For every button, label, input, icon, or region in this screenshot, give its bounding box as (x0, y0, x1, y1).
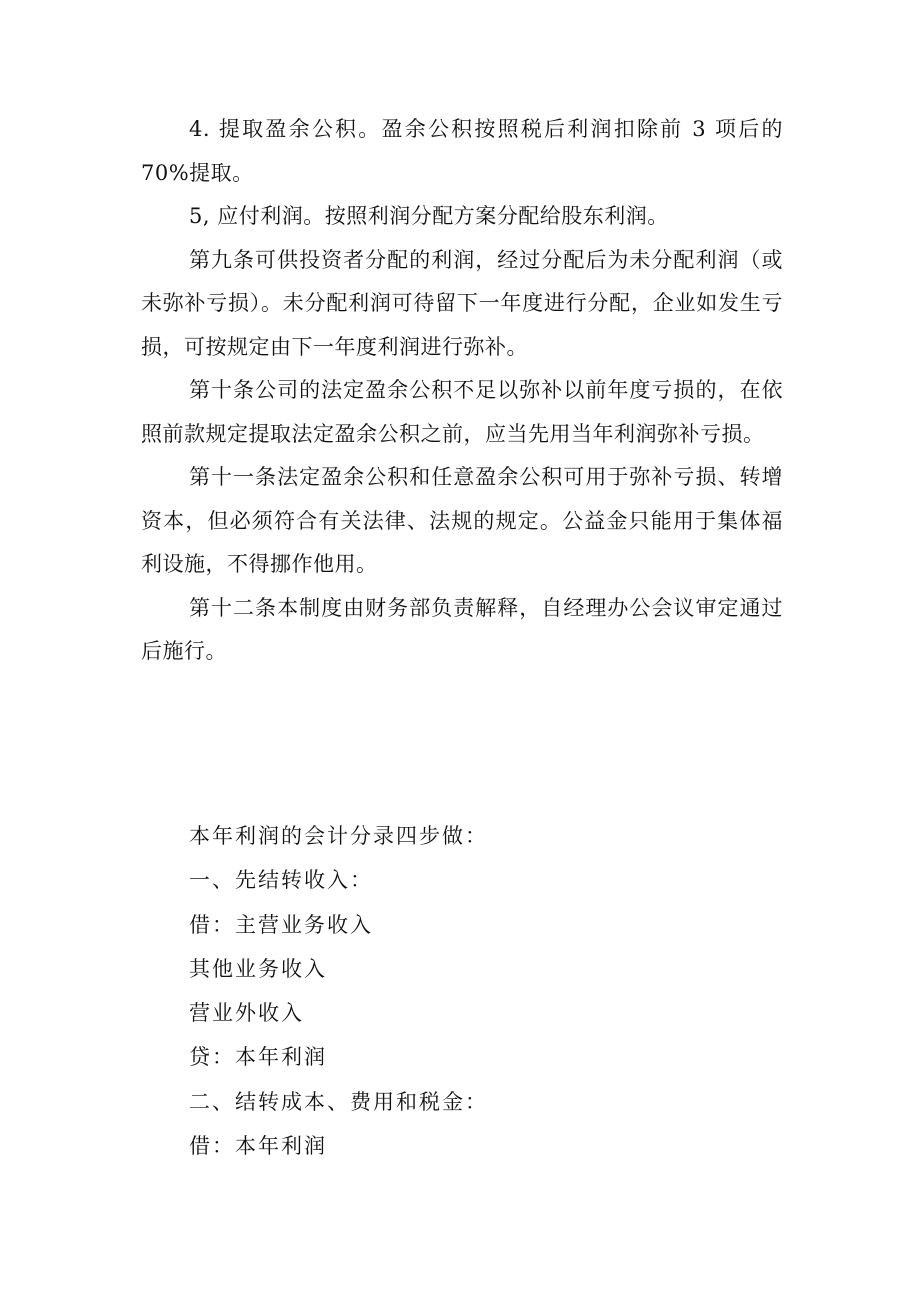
entry-debit-main-revenue: 借：主营业务收入 (189, 912, 373, 937)
paragraph-article-12: 第十二条本制度由财务部负责解释，自经理办公会议审定通过后施行。 (141, 595, 783, 663)
paragraph-article-10: 第十条公司的法定盈余公积不足以弥补以前年度亏损的，在依照前款规定提取法定盈余公积之前，应当先用当年利润弥补亏损。 (141, 378, 783, 446)
entry-step-one: 一、先结转收入： (189, 868, 373, 893)
paragraph-profit-payable: 5, 应付利润。按照利润分配方案分配给股东利润。 (189, 204, 669, 228)
paragraph-article-9: 第九条可供投资者分配的利润，经过分配后为未分配利润（或未弥补亏损）。未分配利润可待留下一年度进行分配，企业如发生亏损，可按规定由下一年度利润进行弥补。 (141, 247, 783, 359)
entry-step-two: 二、结转成本、费用和税金： (189, 1089, 488, 1114)
regulation-text (141, 108, 783, 674)
entries-heading: 本年利润的会计分录四步做： (189, 824, 488, 848)
accounting-entries (189, 814, 749, 1168)
paragraph-article-11: 第十一条法定盈余公积和任意盈余公积可用于弥补亏损、转增资本，但必须符合有关法律、法规的规定。公益金只能用于集体福利设施，不得挪作他用。 (141, 465, 783, 576)
paragraph-surplus-reserve: 4. 提取盈余公积。盈余公积按照税后利润扣除前 3 项后的 70%提取。 (141, 117, 783, 185)
entry-credit-current-profit: 贷：本年利润 (189, 1045, 327, 1070)
entry-debit-current-profit: 借：本年利润 (189, 1134, 327, 1159)
entry-non-operating-revenue: 营业外收入 (189, 1001, 304, 1026)
entry-other-revenue: 其他业务收入 (189, 956, 327, 981)
